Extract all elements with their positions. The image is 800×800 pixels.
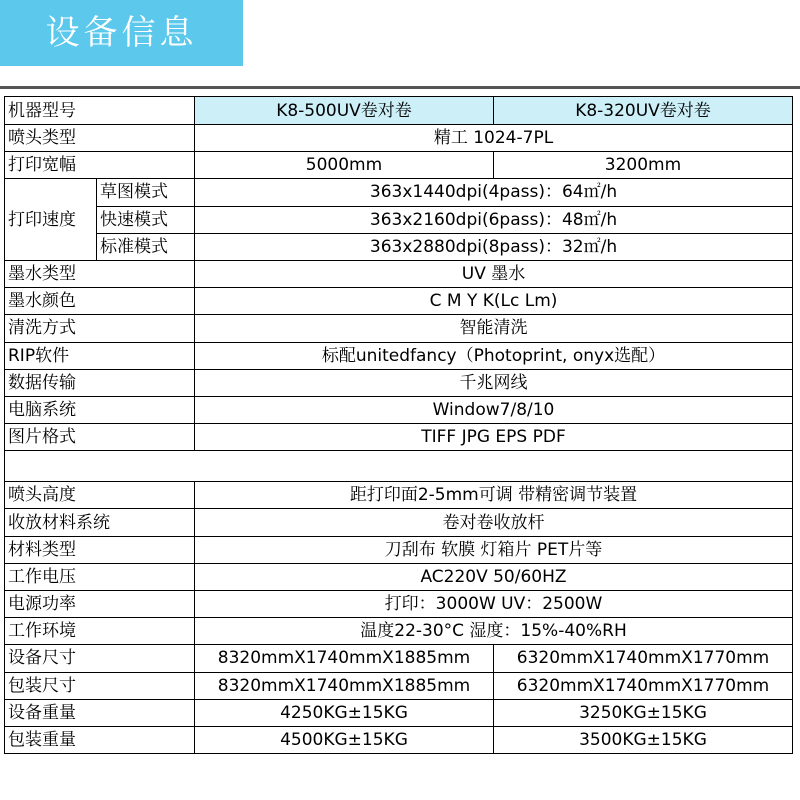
row-label: 电源功率 (5, 591, 195, 618)
mode-value: 363x2160dpi(6pass)：48㎡/h (195, 206, 793, 233)
row-label: 工作环境 (5, 618, 195, 645)
row-label: 材料类型 (5, 536, 195, 563)
row-label: 墨水类型 (5, 260, 195, 287)
value-b: 6320mmX1740mmX1770mm (494, 672, 793, 699)
row-package-weight (5, 726, 793, 753)
row-label: 包装尺寸 (5, 672, 195, 699)
row-label: 清洗方式 (5, 315, 195, 342)
row-value: AC220V 50/60HZ (195, 563, 793, 590)
row-label: 电脑系统 (5, 396, 195, 423)
speed-label: 打印速度 (5, 179, 97, 261)
row-rip (5, 342, 793, 369)
row-device-weight (5, 699, 793, 726)
value-b: 3250KG±15KG (494, 699, 793, 726)
value-b: 3200mm (494, 152, 793, 179)
row-label: 喷头类型 (5, 125, 195, 152)
value-a: 4500KG±15KG (195, 726, 494, 753)
model-a: K8-500UV卷对卷 (195, 97, 494, 125)
row-head-type (5, 125, 793, 152)
row-image-format (5, 424, 793, 451)
row-label: RIP软件 (5, 342, 195, 369)
mode-label: 草图模式 (97, 179, 195, 206)
mode-value: 363x1440dpi(4pass)：64㎡/h (195, 179, 793, 206)
row-speed-fast (5, 206, 793, 233)
row-value: 温度22-30°C 湿度：15%-40%RH (195, 618, 793, 645)
row-value: 精工 1024-7PL (195, 125, 793, 152)
row-environment (5, 618, 793, 645)
row-cleaning (5, 315, 793, 342)
row-value: 卷对卷收放杆 (195, 509, 793, 536)
spec-table (4, 96, 793, 754)
value-a: 5000mm (195, 152, 494, 179)
row-head-height (5, 482, 793, 509)
row-value: TIFF JPG EPS PDF (195, 424, 793, 451)
row-ink-type (5, 260, 793, 287)
row-speed-draft (5, 179, 793, 206)
row-label: 打印宽幅 (5, 152, 195, 179)
row-label: 包装重量 (5, 726, 195, 753)
row-value: Window7/8/10 (195, 396, 793, 423)
row-label: 喷头高度 (5, 482, 195, 509)
value-a: 8320mmX1740mmX1885mm (195, 645, 494, 672)
row-material-type (5, 536, 793, 563)
row-device-size (5, 645, 793, 672)
row-os (5, 396, 793, 423)
row-value: C M Y K(Lc Lm) (195, 288, 793, 315)
row-value: 智能清洗 (195, 315, 793, 342)
row-print-width (5, 152, 793, 179)
row-voltage (5, 563, 793, 590)
row-label: 设备重量 (5, 699, 195, 726)
row-label: 机器型号 (5, 97, 195, 125)
blank-cell (5, 451, 793, 482)
row-package-size (5, 672, 793, 699)
row-power (5, 591, 793, 618)
row-value: 打印：3000W UV：2500W (195, 591, 793, 618)
row-data-transfer (5, 369, 793, 396)
row-value: 刀刮布 软膜 灯箱片 PET片等 (195, 536, 793, 563)
row-value: 标配unitedfancy（Photoprint, onyx选配） (195, 342, 793, 369)
row-speed-standard (5, 233, 793, 260)
row-label: 墨水颜色 (5, 288, 195, 315)
page-title: 设备信息 (45, 13, 198, 53)
row-label: 收放材料系统 (5, 509, 195, 536)
value-b: 3500KG±15KG (494, 726, 793, 753)
row-label: 数据传输 (5, 369, 195, 396)
row-label: 设备尺寸 (5, 645, 195, 672)
row-value: UV 墨水 (195, 260, 793, 287)
row-label: 工作电压 (5, 563, 195, 590)
mode-label: 快速模式 (97, 206, 195, 233)
row-blank (5, 451, 793, 482)
row-value: 千兆网线 (195, 369, 793, 396)
value-b: 6320mmX1740mmX1770mm (494, 645, 793, 672)
model-b: K8-320UV卷对卷 (494, 97, 793, 125)
value-a: 8320mmX1740mmX1885mm (195, 672, 494, 699)
row-label: 图片格式 (5, 424, 195, 451)
title-divider (0, 86, 800, 89)
row-ink-color (5, 288, 793, 315)
value-a: 4250KG±15KG (195, 699, 494, 726)
row-model (5, 97, 793, 125)
mode-label: 标准模式 (97, 233, 195, 260)
row-value: 距打印面2-5mm可调 带精密调节装置 (195, 482, 793, 509)
mode-value: 363x2880dpi(8pass)：32㎡/h (195, 233, 793, 260)
row-media-system (5, 509, 793, 536)
